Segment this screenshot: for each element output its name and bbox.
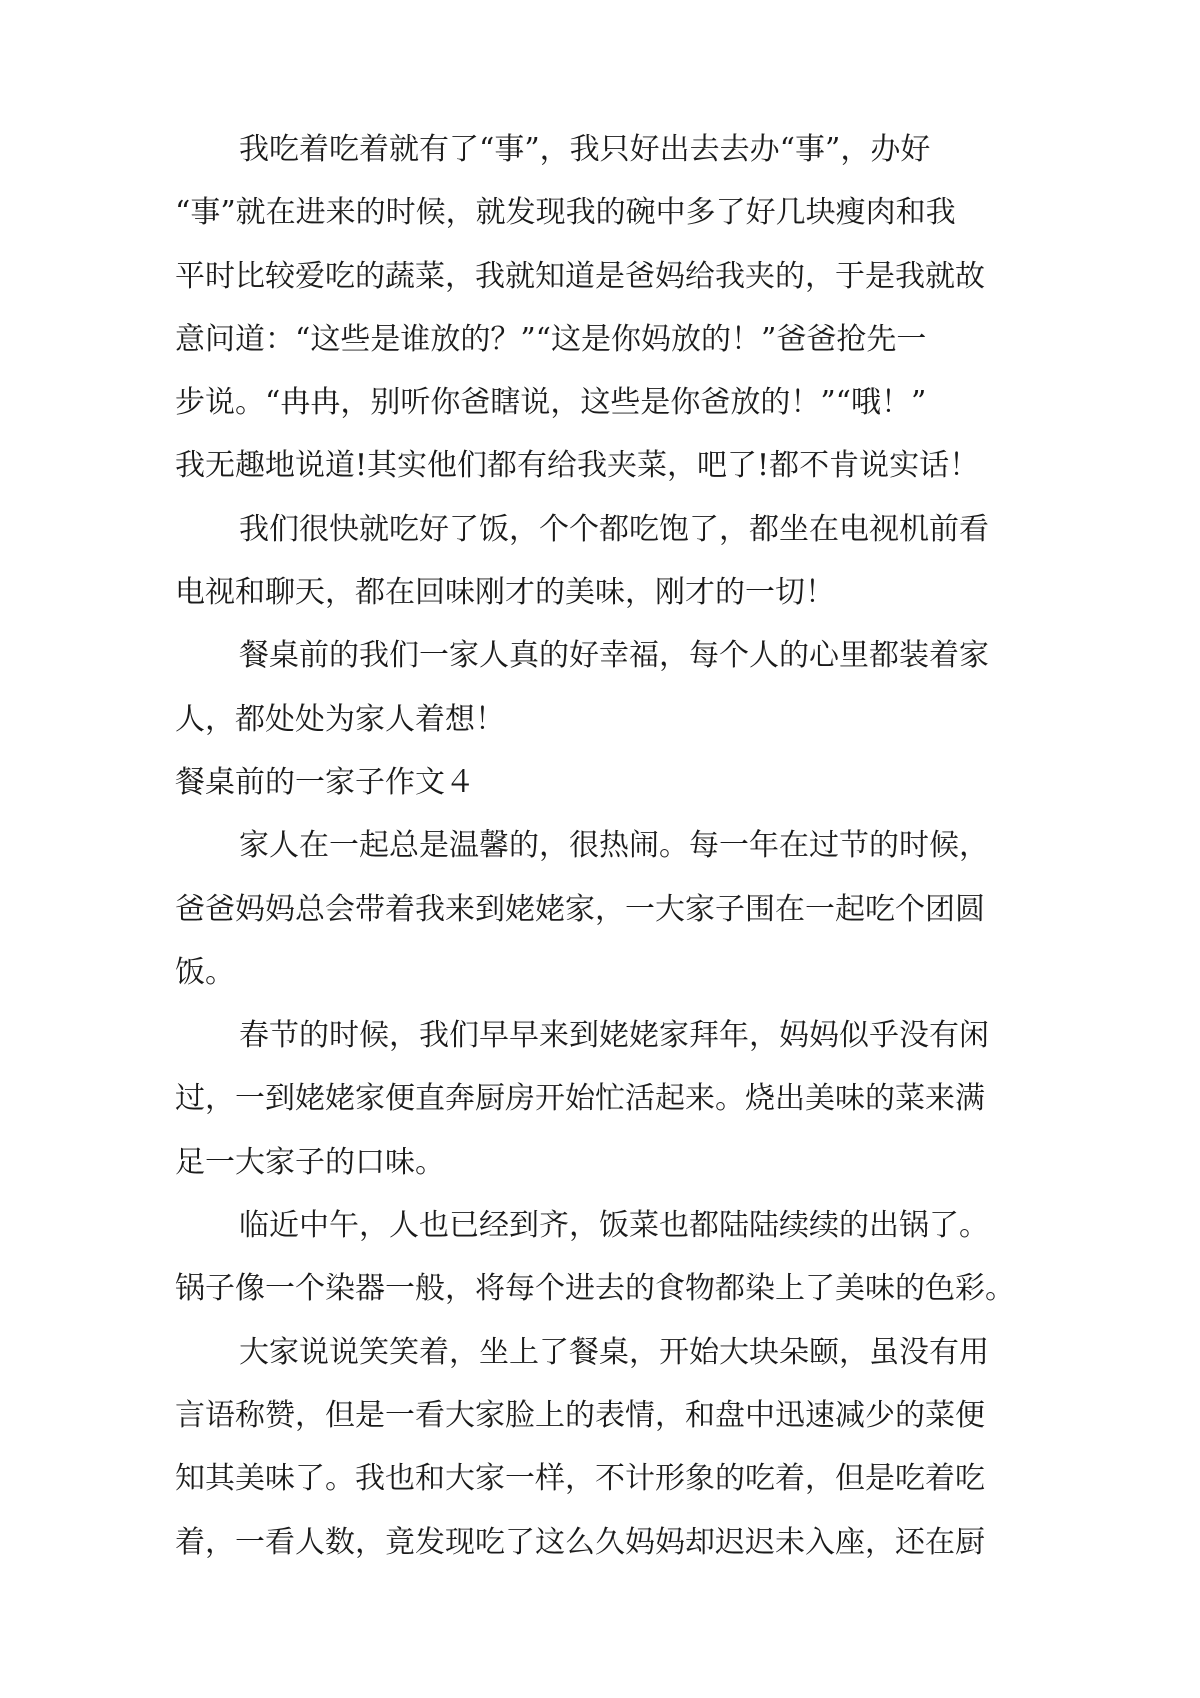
document-body — [175, 118, 1037, 1574]
paragraph-line: 过，一到姥姥家便直奔厨房开始忙活起来。烧出美味的菜来满 — [175, 1081, 985, 1117]
paragraph-line: 大家说说笑笑着，坐上了餐桌，开始大块朵颐，虽没有用 — [239, 1334, 989, 1370]
paragraph-line: 平时比较爱吃的蔬菜，我就知道是爸妈给我夹的，于是我就故 — [175, 258, 985, 294]
paragraph-line: 临近中午，人也已经到齐，饭菜也都陆陆续续的出锅了。 — [239, 1208, 989, 1244]
paragraph-line: 人，都处处为家人着想！ — [175, 701, 505, 737]
paragraph-line: 着，一看人数，竟发现吃了这么久妈妈却迟迟未入座，还在厨 — [175, 1524, 985, 1560]
paragraph-line: 家人在一起总是温馨的，很热闹。每一年在过节的时候， — [239, 828, 989, 864]
paragraph-line: 意问道：“这些是谁放的？”“这是你妈放的！”爸爸抢先一 — [175, 321, 927, 357]
paragraph-line: 电视和聊天，都在回味刚才的美味，刚才的一切！ — [175, 575, 835, 611]
paragraph-line: 言语称赞，但是一看大家脸上的表情，和盘中迅速减少的菜便 — [175, 1397, 985, 1433]
paragraph-line: 我吃着吃着就有了“事”，我只好出去去办“事”，办好 — [239, 132, 931, 167]
paragraph-line: 知其美味了。我也和大家一样，不计形象的吃着，但是吃着吃 — [175, 1461, 985, 1497]
paragraph-line: 步说。“冉冉，别听你爸瞎说，这些是你爸放的！”“哦！” — [175, 385, 927, 421]
section-heading: 餐桌前的一家子作文４ — [175, 764, 475, 800]
paragraph-line: 我无趣地说道!其实他们都有给我夹菜，吧了!都不肯说实话！ — [175, 448, 980, 484]
paragraph-line: 锅子像一个染器一般，将每个进去的食物都染上了美味的色彩。 — [175, 1271, 1015, 1307]
paragraph-line: 爸爸妈妈总会带着我来到姥姥家，一大家子围在一起吃个团圆 — [175, 891, 985, 927]
paragraph-line: 春节的时候，我们早早来到姥姥家拜年，妈妈似乎没有闲 — [239, 1018, 989, 1054]
paragraph-line: 饭。 — [175, 954, 235, 990]
paragraph-line: 餐桌前的我们一家人真的好幸福，每个人的心里都装着家 — [239, 638, 989, 674]
paragraph-line: 我们很快就吃好了饭，个个都吃饱了，都坐在电视机前看 — [239, 511, 989, 547]
paragraph-line: “事”就在进来的时候，就发现我的碗中多了好几块瘦肉和我 — [175, 195, 956, 231]
paragraph-line: 足一大家子的口味。 — [175, 1144, 445, 1180]
